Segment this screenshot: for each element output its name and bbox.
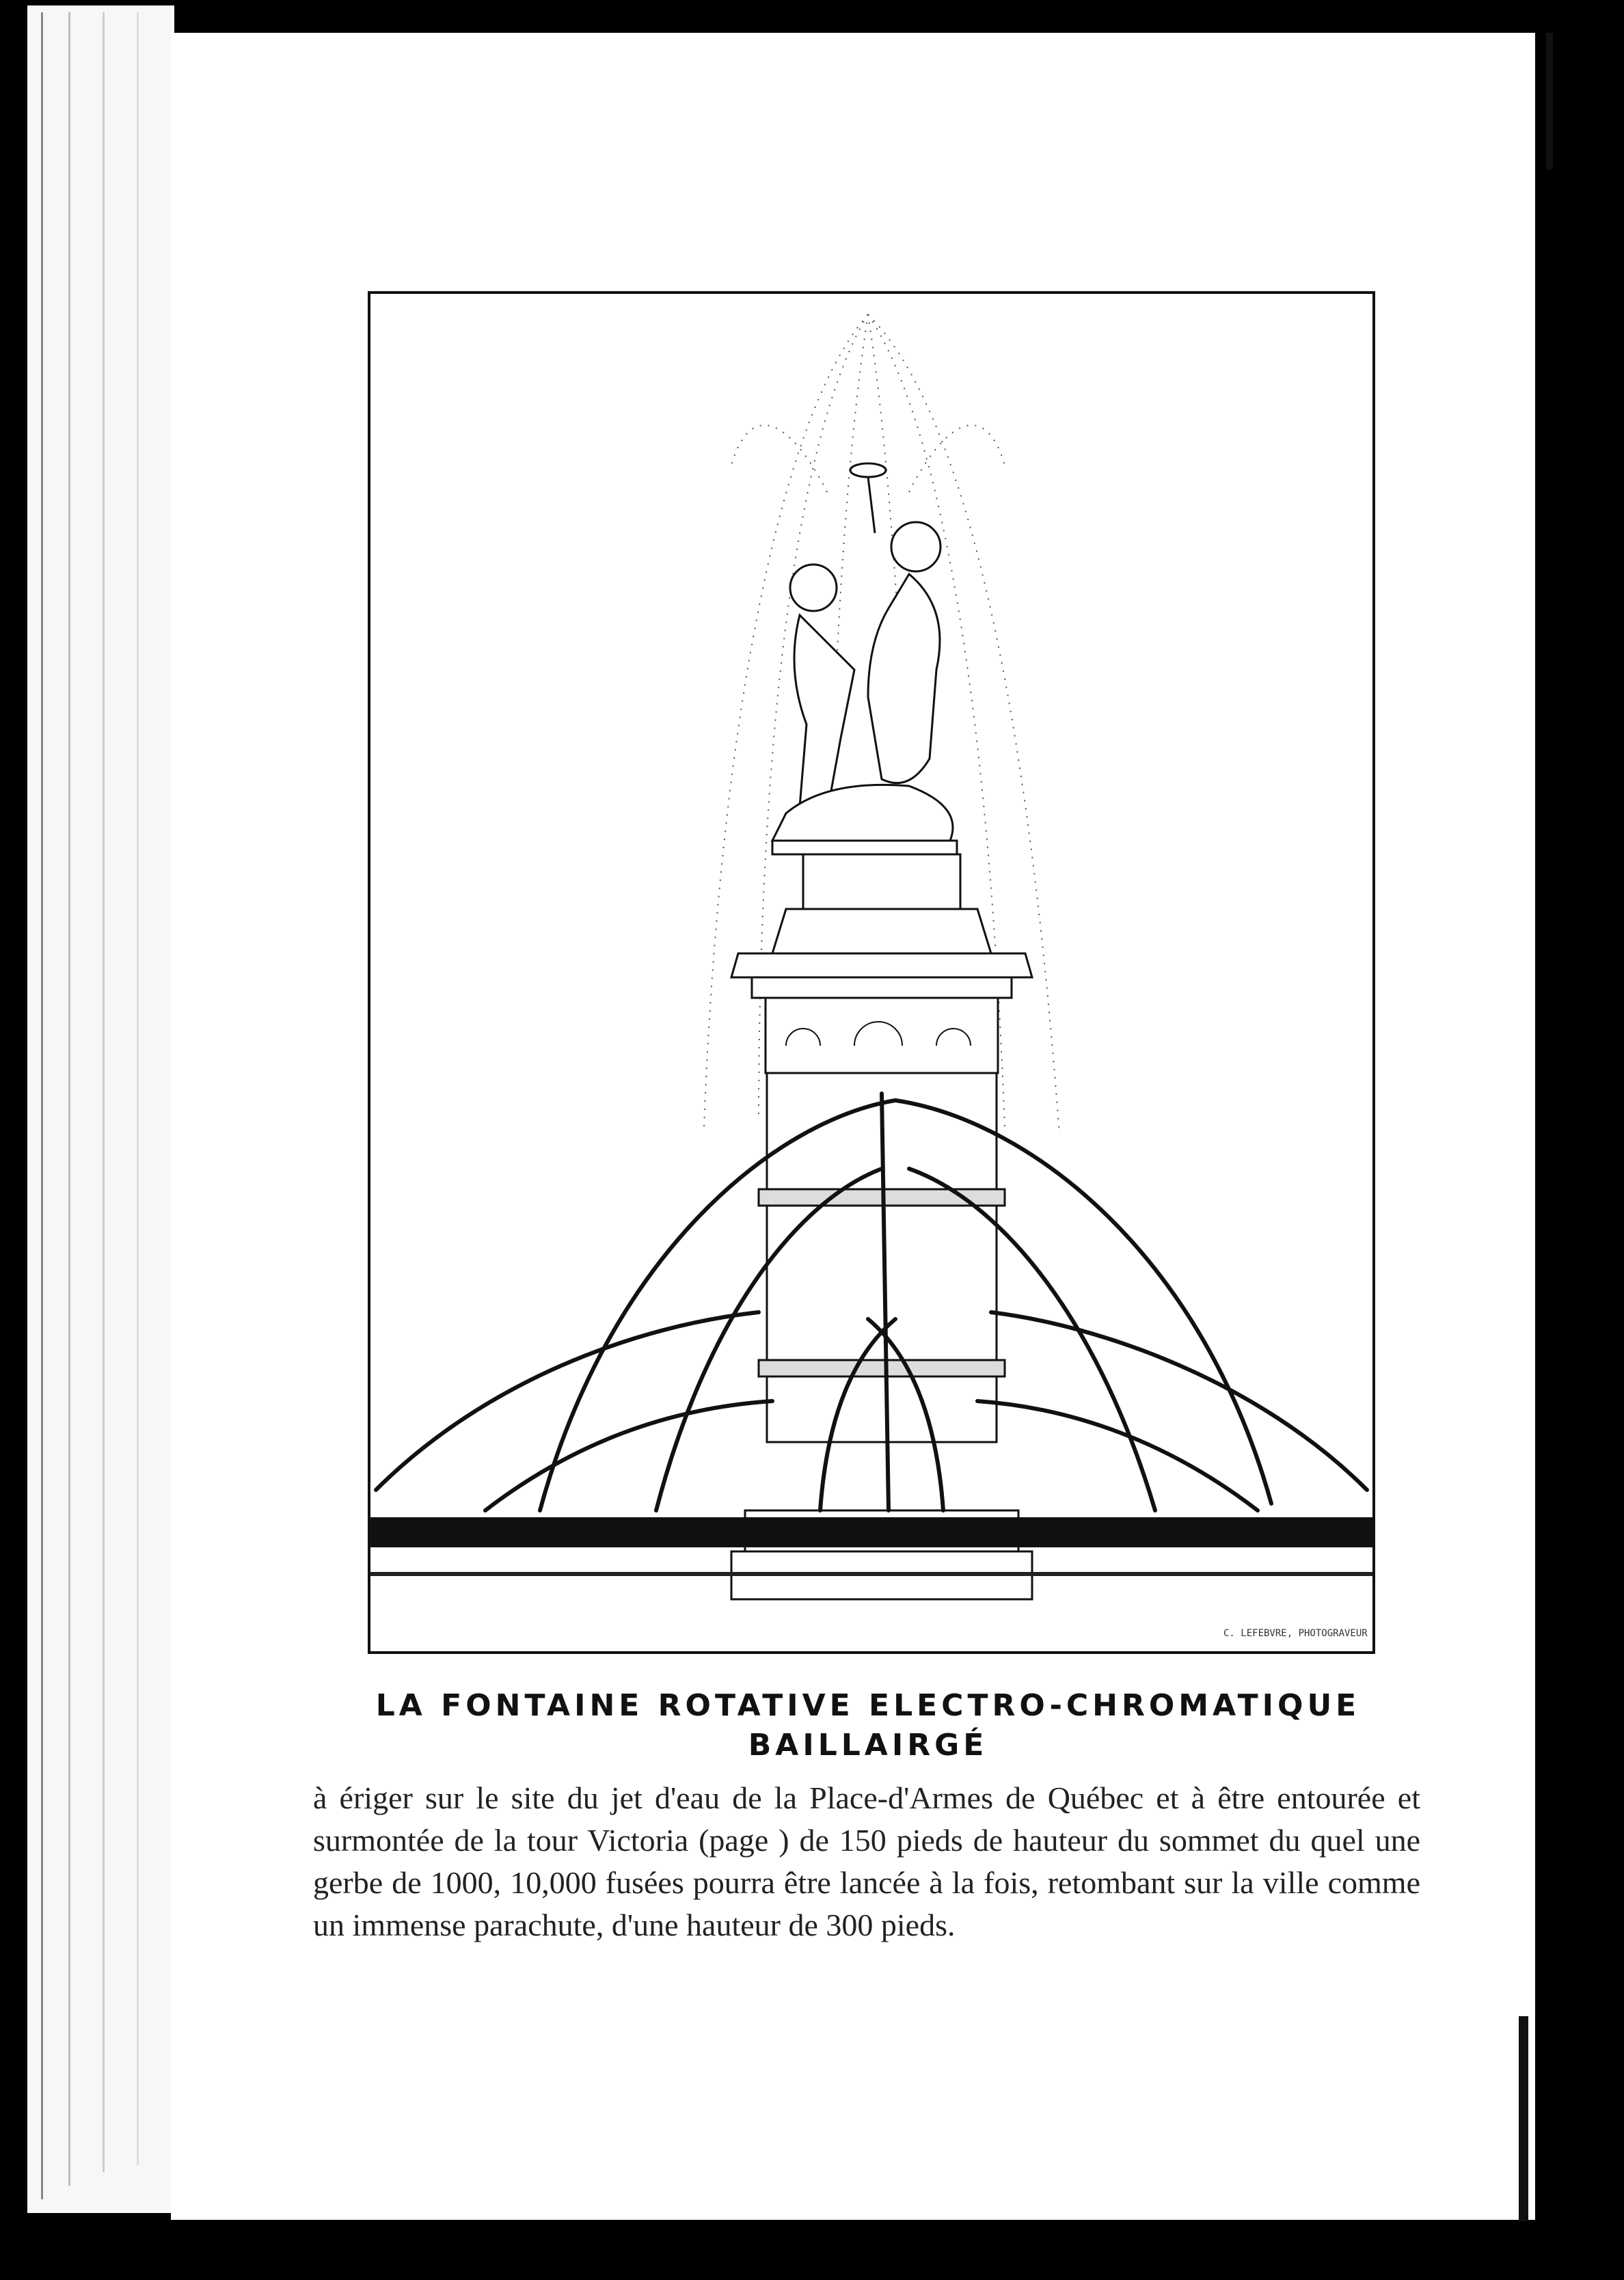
basin-water [370,1517,1372,1547]
page-edge-mark [1519,2016,1528,2221]
page-edge-mark [1546,33,1553,169]
page-edge-line [103,12,105,2172]
page-edge-line [41,12,43,2199]
caption-title-line2: BAILLAIRGÉ [748,1728,988,1763]
page-edge-line [68,12,70,2186]
fountain-illustration [349,287,1381,1659]
fountain-pedestal [731,854,1032,1599]
caption-title-line1: LA FONTAINE ROTATIVE ELECTRO-CHROMATIQUE [375,1688,1361,1723]
cherub-statue [772,463,957,854]
caption-body: à ériger sur le site du jet d'eau de la Place-d'Armes de Québec et à être entourée et surmontée de la tour Victoria (page ) de 150 pieds de hauteur du sommet du quel une gerbe de 1000, 10,000 fusées pourra être lancée à la fois, retombant sur la ville comme un immense parachute, d'une hauteur de 300 pieds. [313,1780,1420,1942]
book-page-edges [27,5,174,2213]
basin-ground [370,1572,1372,1576]
page-edge-line [137,12,139,2165]
engraver-credit: C. LEFEBVRE, PHOTOGRAVEUR [1223,1628,1368,1639]
